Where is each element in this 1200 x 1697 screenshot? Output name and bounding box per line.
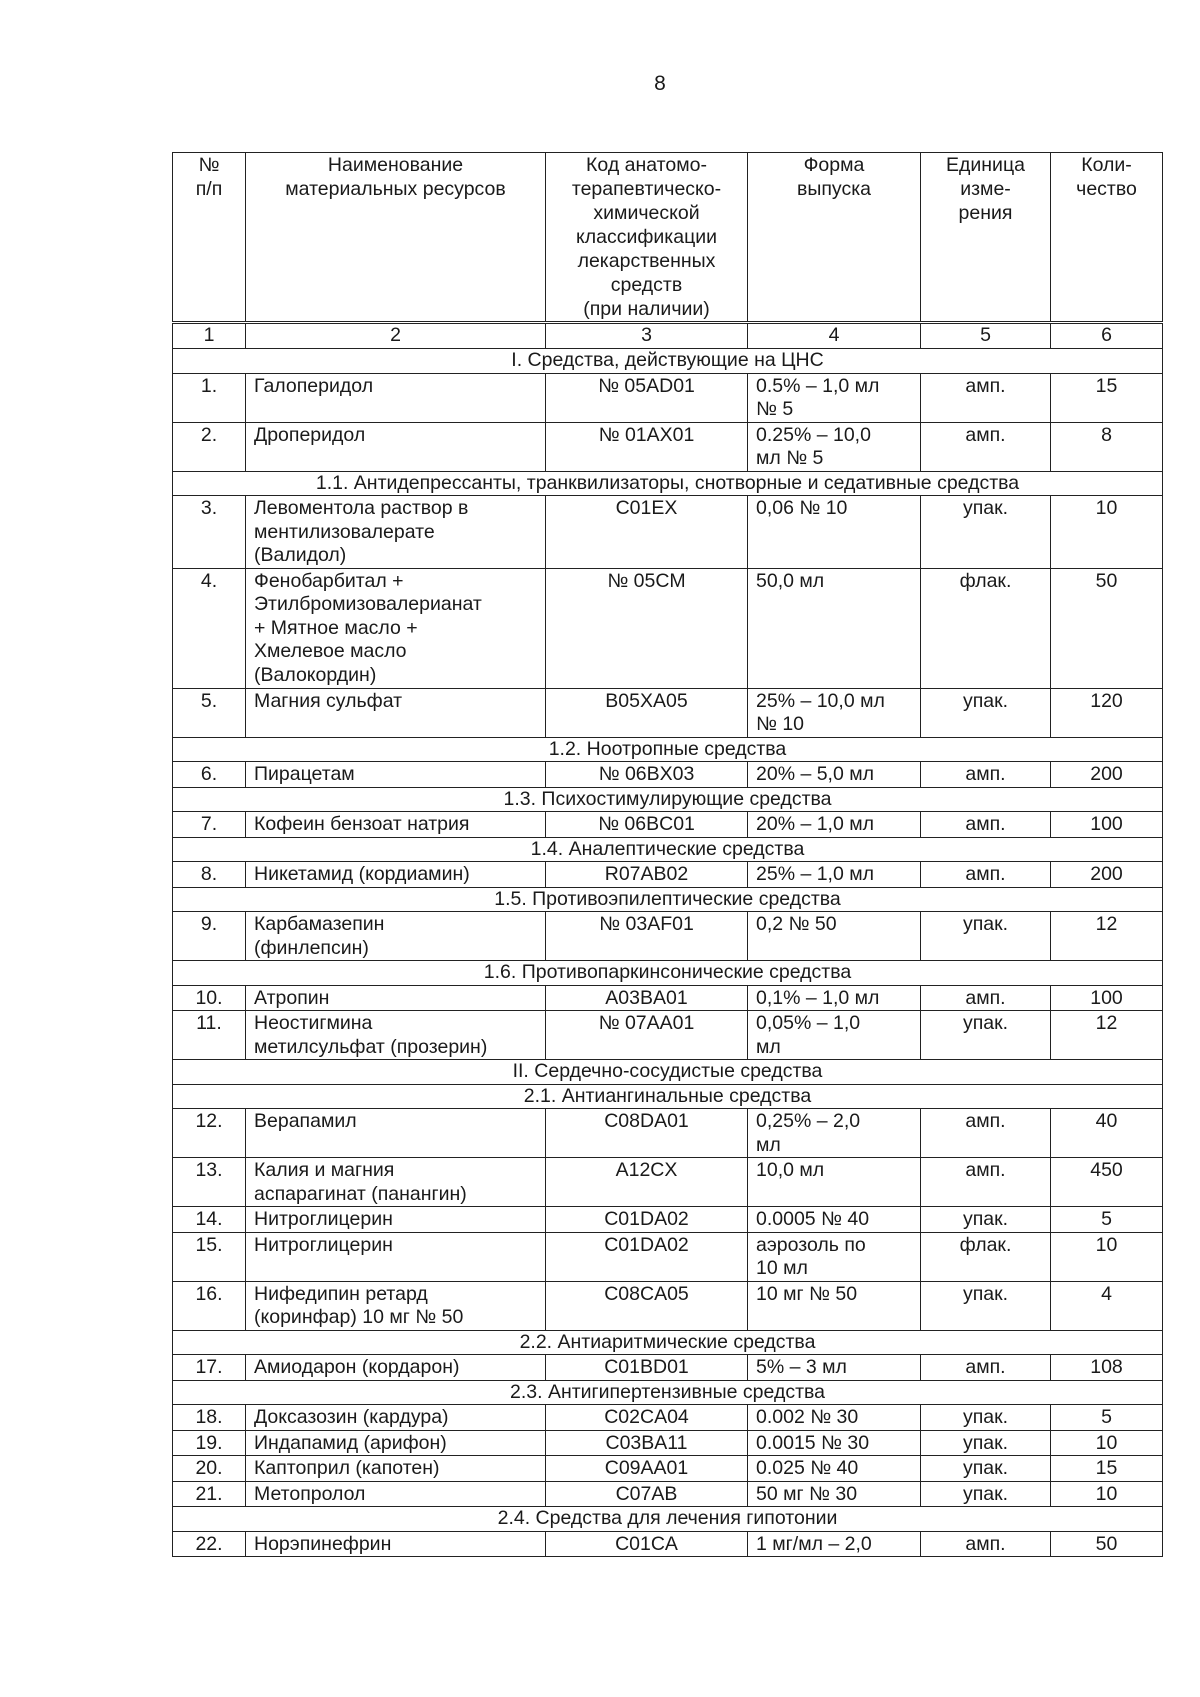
item-unit: упак. bbox=[921, 1430, 1051, 1456]
item-atc-code: B05XA05 bbox=[546, 688, 748, 737]
cell-line: Наименование bbox=[327, 154, 464, 176]
cell-line: Норэпинефрин bbox=[254, 1532, 392, 1555]
cell-line: Никетамид (кордиамин) bbox=[254, 863, 470, 885]
cell-line: Доксазозин (кардура) bbox=[254, 1406, 449, 1428]
row-number: 12. bbox=[173, 1109, 246, 1158]
item-form bbox=[748, 1011, 921, 1060]
item-form bbox=[748, 912, 921, 961]
item-unit: амп. bbox=[921, 1109, 1051, 1158]
item-form bbox=[748, 496, 921, 569]
row-number: 19. bbox=[173, 1430, 246, 1456]
header-form bbox=[748, 153, 921, 323]
item-quantity: 40 bbox=[1051, 1109, 1163, 1158]
item-atc-code: R07AB02 bbox=[546, 862, 748, 888]
item-name bbox=[246, 1481, 546, 1507]
cell-line: метилсульфат (прозерин) bbox=[254, 1035, 488, 1058]
cell-line: № 5 bbox=[756, 398, 794, 420]
item-unit: амп. bbox=[921, 985, 1051, 1011]
cell-line: Индапамид (арифон) bbox=[254, 1431, 447, 1454]
cell-line: 0,06 № 10 bbox=[756, 497, 848, 519]
cell-line: 50,0 мл bbox=[756, 569, 825, 592]
row-number: 3. bbox=[173, 496, 246, 569]
cell-line: Пирацетам bbox=[254, 763, 355, 785]
header-quantity bbox=[1051, 153, 1163, 323]
item-form bbox=[748, 985, 921, 1011]
item-name bbox=[246, 762, 546, 788]
table-row bbox=[173, 422, 1163, 471]
item-form bbox=[748, 373, 921, 422]
item-name bbox=[246, 1456, 546, 1482]
table-row bbox=[173, 1430, 1163, 1456]
item-form bbox=[748, 1207, 921, 1233]
row-number: 10. bbox=[173, 985, 246, 1011]
section-title: II. Сердечно-сосудистые средства bbox=[173, 1060, 1163, 1085]
cell-line: Карбамазепин bbox=[254, 913, 385, 935]
item-name bbox=[246, 1405, 546, 1431]
subsection-row bbox=[173, 471, 1163, 496]
item-atc-code: C07AB bbox=[546, 1481, 748, 1507]
cell-line: Неостигмина bbox=[254, 1012, 373, 1034]
column-number: 5 bbox=[921, 323, 1051, 349]
row-number: 1. bbox=[173, 373, 246, 422]
cell-line: Магния сульфат bbox=[254, 689, 403, 712]
item-form bbox=[748, 1430, 921, 1456]
cell-line: № bbox=[198, 154, 220, 176]
table-row bbox=[173, 1456, 1163, 1482]
item-form bbox=[748, 812, 921, 838]
item-form bbox=[748, 1456, 921, 1482]
item-quantity: 10 bbox=[1051, 1232, 1163, 1281]
cell-line: терапевтическо- bbox=[571, 178, 722, 200]
table-row bbox=[173, 688, 1163, 737]
table-row bbox=[173, 1109, 1163, 1158]
item-name bbox=[246, 1430, 546, 1456]
cell-line: 0.5% – 1,0 мл bbox=[756, 374, 880, 397]
item-form bbox=[748, 568, 921, 688]
item-form bbox=[748, 422, 921, 471]
table-row bbox=[173, 862, 1163, 888]
subsection-title: 1.6. Противопаркинсонические средства bbox=[173, 961, 1163, 986]
header-number bbox=[173, 153, 246, 323]
cell-line: № 10 bbox=[756, 713, 805, 735]
cell-line: Единица bbox=[946, 154, 1025, 176]
item-quantity: 5 bbox=[1051, 1405, 1163, 1431]
column-number: 3 bbox=[546, 323, 748, 349]
item-quantity: 100 bbox=[1051, 985, 1163, 1011]
cell-line: ментилизовалерате bbox=[254, 520, 435, 543]
table-row bbox=[173, 496, 1163, 569]
table-row bbox=[173, 1232, 1163, 1281]
cell-line: 5% – 3 мл bbox=[756, 1356, 847, 1378]
item-name bbox=[246, 1232, 546, 1281]
row-number: 7. bbox=[173, 812, 246, 838]
cell-line: изме- bbox=[960, 178, 1011, 200]
item-unit: упак. bbox=[921, 1207, 1051, 1233]
row-number: 16. bbox=[173, 1281, 246, 1330]
item-unit: амп. bbox=[921, 373, 1051, 422]
item-quantity: 200 bbox=[1051, 762, 1163, 788]
row-number: 5. bbox=[173, 688, 246, 737]
cell-line: чество bbox=[1076, 178, 1137, 200]
item-name bbox=[246, 568, 546, 688]
column-number: 2 bbox=[246, 323, 546, 349]
header-atc-code bbox=[546, 153, 748, 323]
table-row bbox=[173, 1281, 1163, 1330]
table-body bbox=[173, 349, 1163, 1557]
cell-line: Код анатомо- bbox=[586, 154, 707, 176]
cell-line: (Валидол) bbox=[254, 544, 347, 566]
item-form bbox=[748, 1109, 921, 1158]
item-unit: упак. bbox=[921, 1281, 1051, 1330]
subsection-row bbox=[173, 961, 1163, 986]
page-number: 8 bbox=[654, 72, 666, 95]
item-atc-code: C08DA01 bbox=[546, 1109, 748, 1158]
item-atc-code: A12CX bbox=[546, 1158, 748, 1207]
subsection-title: 2.1. Антиангинальные средства bbox=[173, 1084, 1163, 1109]
table-row bbox=[173, 1011, 1163, 1060]
cell-line: Нитроглицерин bbox=[254, 1233, 393, 1256]
item-form bbox=[748, 1158, 921, 1207]
section-row bbox=[173, 349, 1163, 374]
cell-line: мл bbox=[756, 1133, 781, 1156]
row-number: 21. bbox=[173, 1481, 246, 1507]
item-atc-code: № 05AD01 bbox=[546, 373, 748, 422]
subsection-title: 1.2. Ноотропные средства bbox=[173, 737, 1163, 762]
item-unit: упак. bbox=[921, 1481, 1051, 1507]
cell-line: 0.0015 № 30 bbox=[756, 1431, 870, 1454]
cell-line: 25% – 10,0 мл bbox=[756, 689, 885, 712]
item-name bbox=[246, 496, 546, 569]
cell-line: 1 мг/мл – 2,0 bbox=[756, 1532, 872, 1555]
item-quantity: 15 bbox=[1051, 1456, 1163, 1482]
section-row bbox=[173, 1060, 1163, 1085]
cell-line: рения bbox=[958, 202, 1013, 224]
column-number: 1 bbox=[173, 323, 246, 349]
row-number: 11. bbox=[173, 1011, 246, 1060]
item-atc-code: C01DA02 bbox=[546, 1232, 748, 1281]
table-row bbox=[173, 373, 1163, 422]
cell-line: 0,2 № 50 bbox=[756, 913, 837, 935]
row-number: 8. bbox=[173, 862, 246, 888]
item-atc-code: № 01AX01 bbox=[546, 422, 748, 471]
item-atc-code: № 06BX03 bbox=[546, 762, 748, 788]
item-atc-code: C01CA bbox=[546, 1531, 748, 1557]
row-number: 9. bbox=[173, 912, 246, 961]
cell-line: Верапамил bbox=[254, 1110, 357, 1132]
item-atc-code: C02CA04 bbox=[546, 1405, 748, 1431]
item-quantity: 5 bbox=[1051, 1207, 1163, 1233]
cell-line: аспарагинат (панангин) bbox=[254, 1182, 467, 1205]
item-atc-code: C01DA02 bbox=[546, 1207, 748, 1233]
item-name bbox=[246, 1281, 546, 1330]
cell-line: 50 мг № 30 bbox=[756, 1482, 858, 1505]
header-name bbox=[246, 153, 546, 323]
column-number: 6 bbox=[1051, 323, 1163, 349]
item-name bbox=[246, 1011, 546, 1060]
cell-line: (Валокордин) bbox=[254, 663, 377, 686]
item-unit: амп. bbox=[921, 862, 1051, 888]
cell-line: Нитроглицерин bbox=[254, 1208, 393, 1230]
item-name bbox=[246, 1109, 546, 1158]
item-quantity: 4 bbox=[1051, 1281, 1163, 1330]
item-unit: упак. bbox=[921, 1405, 1051, 1431]
row-number: 15. bbox=[173, 1232, 246, 1281]
item-atc-code: C01BD01 bbox=[546, 1355, 748, 1381]
subsection-title: 1.5. Противоэпилептические средства bbox=[173, 887, 1163, 912]
item-name bbox=[246, 812, 546, 838]
item-unit: упак. bbox=[921, 688, 1051, 737]
cell-line: (коринфар) 10 мг № 50 bbox=[254, 1306, 464, 1328]
item-quantity: 10 bbox=[1051, 1481, 1163, 1507]
item-name bbox=[246, 1207, 546, 1233]
subsection-row bbox=[173, 837, 1163, 862]
table-row bbox=[173, 1531, 1163, 1557]
subsection-row bbox=[173, 1084, 1163, 1109]
item-quantity: 450 bbox=[1051, 1158, 1163, 1207]
cell-line: мл № 5 bbox=[756, 447, 824, 469]
item-atc-code: C01EX bbox=[546, 496, 748, 569]
table-header bbox=[173, 153, 1163, 349]
item-name bbox=[246, 862, 546, 888]
subsection-title: 2.4. Средства для лечения гипотонии bbox=[173, 1507, 1163, 1532]
row-number: 13. bbox=[173, 1158, 246, 1207]
cell-line: Форма bbox=[803, 154, 865, 176]
item-name bbox=[246, 373, 546, 422]
item-form bbox=[748, 1405, 921, 1431]
item-unit: флак. bbox=[921, 1232, 1051, 1281]
item-atc-code: C09AA01 bbox=[546, 1456, 748, 1482]
item-form bbox=[748, 1481, 921, 1507]
materials-table bbox=[172, 152, 1163, 1557]
cell-line: лекарственных bbox=[577, 250, 716, 272]
subsection-row bbox=[173, 887, 1163, 912]
row-number: 4. bbox=[173, 568, 246, 688]
item-unit: амп. bbox=[921, 1355, 1051, 1381]
item-unit: упак. bbox=[921, 1011, 1051, 1060]
cell-line: Каптоприл (капотен) bbox=[254, 1457, 440, 1479]
cell-line: 0.0005 № 40 bbox=[756, 1208, 870, 1230]
item-quantity: 12 bbox=[1051, 1011, 1163, 1060]
table-row bbox=[173, 762, 1163, 788]
subsection-title: 1.3. Психостимулирующие средства bbox=[173, 787, 1163, 812]
cell-line: 0.025 № 40 bbox=[756, 1457, 859, 1479]
item-quantity: 120 bbox=[1051, 688, 1163, 737]
item-name bbox=[246, 1158, 546, 1207]
item-quantity: 15 bbox=[1051, 373, 1163, 422]
table-row bbox=[173, 568, 1163, 688]
item-unit: амп. bbox=[921, 762, 1051, 788]
cell-line: п/п bbox=[195, 178, 223, 200]
row-number: 22. bbox=[173, 1531, 246, 1557]
table-row bbox=[173, 1158, 1163, 1207]
cell-line: 25% – 1,0 мл bbox=[756, 863, 875, 885]
cell-line: Коли- bbox=[1081, 154, 1132, 176]
item-quantity: 10 bbox=[1051, 496, 1163, 569]
table-row bbox=[173, 985, 1163, 1011]
subsection-title: 1.4. Аналептические средства bbox=[173, 837, 1163, 862]
item-unit: амп. bbox=[921, 1158, 1051, 1207]
cell-line: мл bbox=[756, 1035, 781, 1058]
cell-line: 10 мг № 50 bbox=[756, 1282, 858, 1305]
section-title: I. Средства, действующие на ЦНС bbox=[173, 349, 1163, 374]
cell-line: материальных ресурсов bbox=[285, 178, 506, 200]
item-form bbox=[748, 1355, 921, 1381]
item-atc-code: № 07AA01 bbox=[546, 1011, 748, 1060]
cell-line: 0,05% – 1,0 bbox=[756, 1012, 861, 1034]
cell-line: 0.25% – 10,0 bbox=[756, 423, 871, 446]
subsection-row bbox=[173, 737, 1163, 762]
item-unit: упак. bbox=[921, 912, 1051, 961]
item-form bbox=[748, 1281, 921, 1330]
cell-line: (при наличии) bbox=[583, 298, 710, 320]
cell-line: Атропин bbox=[254, 986, 330, 1009]
table-row bbox=[173, 1405, 1163, 1431]
item-form bbox=[748, 762, 921, 788]
item-atc-code: A03BA01 bbox=[546, 985, 748, 1011]
header-unit bbox=[921, 153, 1051, 323]
item-form bbox=[748, 1232, 921, 1281]
table-row bbox=[173, 1481, 1163, 1507]
table-row bbox=[173, 912, 1163, 961]
cell-line: 10,0 мл bbox=[756, 1159, 825, 1181]
item-quantity: 50 bbox=[1051, 1531, 1163, 1557]
cell-line: Нифедипин ретард bbox=[254, 1282, 428, 1305]
item-unit: упак. bbox=[921, 496, 1051, 569]
row-number: 14. bbox=[173, 1207, 246, 1233]
cell-line: классификации bbox=[575, 226, 718, 248]
item-unit: амп. bbox=[921, 812, 1051, 838]
item-atc-code: C08CA05 bbox=[546, 1281, 748, 1330]
row-number: 2. bbox=[173, 422, 246, 471]
item-quantity: 8 bbox=[1051, 422, 1163, 471]
item-atc-code: № 03AF01 bbox=[546, 912, 748, 961]
item-quantity: 108 bbox=[1051, 1355, 1163, 1381]
cell-line: аэрозоль по bbox=[756, 1233, 866, 1256]
cell-line: средств bbox=[610, 274, 683, 296]
item-unit: амп. bbox=[921, 1531, 1051, 1557]
item-atc-code: C03BA11 bbox=[546, 1430, 748, 1456]
item-name bbox=[246, 912, 546, 961]
cell-line: Этилбромизовалерианат bbox=[254, 593, 482, 615]
subsection-title: 2.3. Антигипертензивные средства bbox=[173, 1380, 1163, 1405]
item-name bbox=[246, 985, 546, 1011]
item-name bbox=[246, 688, 546, 737]
cell-line: + Мятное масло + bbox=[254, 616, 418, 639]
item-quantity: 12 bbox=[1051, 912, 1163, 961]
item-quantity: 200 bbox=[1051, 862, 1163, 888]
item-form bbox=[748, 688, 921, 737]
cell-line: 0.002 № 30 bbox=[756, 1406, 859, 1428]
subsection-row bbox=[173, 1507, 1163, 1532]
cell-line: Фенобарбитал + bbox=[254, 569, 404, 592]
column-number: 4 bbox=[748, 323, 921, 349]
item-quantity: 50 bbox=[1051, 568, 1163, 688]
cell-line: 0,25% – 2,0 bbox=[756, 1110, 861, 1132]
item-unit: упак. bbox=[921, 1456, 1051, 1482]
row-number: 6. bbox=[173, 762, 246, 788]
cell-line: 20% – 1,0 мл bbox=[756, 813, 875, 835]
subsection-title: 1.1. Антидепрессанты, транквилизаторы, снотворные и седативные средства bbox=[173, 471, 1163, 496]
row-number: 18. bbox=[173, 1405, 246, 1431]
subsection-row bbox=[173, 1380, 1163, 1405]
cell-line: 10 мл bbox=[756, 1257, 808, 1279]
item-form bbox=[748, 1531, 921, 1557]
cell-line: Дроперидол bbox=[254, 423, 366, 446]
item-atc-code: № 05CM bbox=[546, 568, 748, 688]
subsection-row bbox=[173, 787, 1163, 812]
item-unit: флак. bbox=[921, 568, 1051, 688]
cell-line: Метопролол bbox=[254, 1482, 366, 1505]
cell-line: Хмелевое масло bbox=[254, 640, 407, 662]
row-number: 20. bbox=[173, 1456, 246, 1482]
table-row bbox=[173, 812, 1163, 838]
item-unit: амп. bbox=[921, 422, 1051, 471]
item-quantity: 10 bbox=[1051, 1430, 1163, 1456]
cell-line: выпуска bbox=[796, 178, 872, 200]
row-number: 17. bbox=[173, 1355, 246, 1381]
item-name bbox=[246, 422, 546, 471]
subsection-row bbox=[173, 1330, 1163, 1355]
cell-line: Кофеин бензоат натрия bbox=[254, 813, 470, 835]
item-name bbox=[246, 1531, 546, 1557]
item-form bbox=[748, 862, 921, 888]
cell-line: Галоперидол bbox=[254, 374, 374, 397]
cell-line: химической bbox=[593, 202, 700, 224]
item-atc-code: № 06BC01 bbox=[546, 812, 748, 838]
cell-line: Левоментола раствор в bbox=[254, 497, 469, 519]
cell-line: 20% – 5,0 мл bbox=[756, 763, 875, 785]
cell-line: Амиодарон (кордарон) bbox=[254, 1356, 460, 1378]
subsection-title: 2.2. Антиаритмические средства bbox=[173, 1330, 1163, 1355]
cell-line: (финлепсин) bbox=[254, 936, 369, 959]
table-row bbox=[173, 1207, 1163, 1233]
item-quantity: 100 bbox=[1051, 812, 1163, 838]
cell-line: 0,1% – 1,0 мл bbox=[756, 986, 880, 1009]
cell-line: Калия и магния bbox=[254, 1159, 395, 1181]
item-name bbox=[246, 1355, 546, 1381]
table-row bbox=[173, 1355, 1163, 1381]
